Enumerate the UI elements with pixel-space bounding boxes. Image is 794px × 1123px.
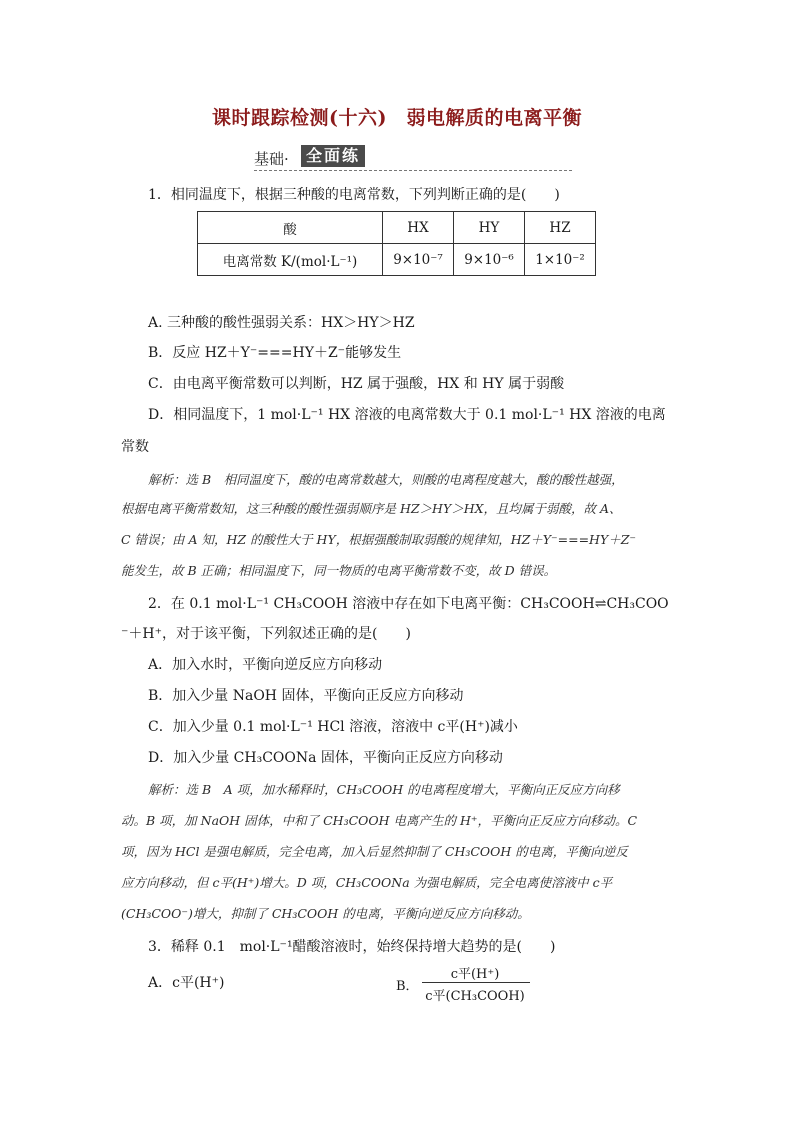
- q2-stem-cont: ⁻＋H⁺，对于该平衡，下列叙述正确的是( ): [121, 626, 411, 642]
- q3-option-b-label: B．: [396, 979, 419, 994]
- section-tag-lead: 基础·: [254, 150, 289, 168]
- table-cell: HY: [454, 212, 525, 244]
- q2-analysis-line: 项，因为 HCl 是强电解质，完全电离，加入后显然抑制了 CH₃COOH 的电离，平衡向逆反: [121, 844, 628, 859]
- q3-stem: 3．稀释 0.1 mol·L⁻¹醋酸溶液时，始终保持增大趋势的是( ): [148, 939, 556, 955]
- table-cell: 电离常数 K/(mol·L⁻¹): [198, 244, 383, 276]
- table-row: [198, 244, 596, 276]
- q2-option-b: B．加入少量 NaOH 固体，平衡向正反应方向移动: [148, 688, 464, 704]
- section-divider: [254, 170, 572, 171]
- q2-analysis-line: 应方向移动，但 c平(H⁺)增大。D 项，CH₃COONa 为强电解质，完全电离使溶液中 c平: [121, 875, 613, 890]
- q1-option-c: C．由电离平衡常数可以判断，HZ 属于强酸，HX 和 HY 属于弱酸: [148, 376, 565, 392]
- section-tag-box: 全面练: [301, 145, 365, 167]
- table-row: [198, 212, 596, 244]
- table-cell: HX: [383, 212, 454, 244]
- q1-analysis-line: 解析：选 B 相同温度下，酸的电离常数越大，则酸的电离程度越大，酸的酸性越强，: [148, 472, 624, 487]
- q1-analysis-line: C 错误；由 A 知，HZ 的酸性大于 HY，根据强酸制取弱酸的规律知，HZ＋Y⁻===HY＋Z⁻: [121, 532, 636, 547]
- q1-option-b: B．反应 HZ＋Y⁻===HY＋Z⁻能够发生: [148, 345, 402, 361]
- table-cell: 酸: [198, 212, 383, 244]
- table-cell: HZ: [525, 212, 596, 244]
- section-tag: [254, 144, 572, 170]
- q2-analysis-line: 解析：选 B A 项，加水稀释时，CH₃COOH 的电离程度增大，平衡向正反应方向移: [148, 782, 620, 797]
- fraction-denominator: c平(CH₃COOH): [425, 989, 525, 1004]
- q2-option-c: C．加入少量 0.1 mol·L⁻¹ HCl 溶液，溶液中 c平(H⁺)减小: [148, 719, 518, 735]
- q2-option-a: A．加入水时，平衡向逆反应方向移动: [148, 657, 383, 673]
- q2-analysis-line: (CH₃COO⁻)增大，抑制了 CH₃COOH 的电离，平衡向逆反应方向移动。: [121, 906, 530, 921]
- q2-stem: 2．在 0.1 mol·L⁻¹ CH₃COOH 溶液中存在如下电离平衡：CH₃COOH⇌CH₃COO: [148, 596, 669, 612]
- page-title: 课时跟踪检测(十六) 弱电解质的电离平衡: [212, 107, 582, 129]
- table-cell: 1×10⁻²: [525, 244, 596, 276]
- fraction-bar: [422, 982, 530, 983]
- q1-option-d-cont: 常数: [121, 439, 149, 455]
- q1-analysis-line: 根据电离平衡常数知，这三种酸的酸性强弱顺序是 HZ＞HY＞HX，且均属于弱酸，故 A、: [121, 501, 622, 516]
- q1-stem: 1．相同温度下，根据三种酸的电离常数，下列判断正确的是( ): [148, 187, 560, 203]
- q1-analysis-line: 能发生，故 B 正确；相同温度下，同一物质的电离平衡常数不变，故 D 错误。: [121, 563, 557, 578]
- q1-option-a: A. 三种酸的酸性强弱关系：HX＞HY＞HZ: [148, 315, 415, 331]
- table-cell: 9×10⁻⁶: [454, 244, 525, 276]
- q1-option-d: D．相同温度下，1 mol·L⁻¹ HX 溶液的电离常数大于 0.1 mol·L⁻¹ HX 溶液的电离: [148, 407, 666, 423]
- q2-analysis-line: 动。B 项，加 NaOH 固体，中和了 CH₃COOH 电离产生的 H⁺，平衡向正反应方向移动。C: [121, 813, 638, 828]
- q2-option-d: D．加入少量 CH₃COONa 固体，平衡向正反应方向移动: [148, 750, 503, 766]
- table-cell: 9×10⁻⁷: [383, 244, 454, 276]
- fraction-numerator: c平(H⁺): [450, 967, 500, 982]
- q3-option-a: A．c平(H⁺): [148, 975, 225, 991]
- ionization-constant-table: [197, 211, 596, 276]
